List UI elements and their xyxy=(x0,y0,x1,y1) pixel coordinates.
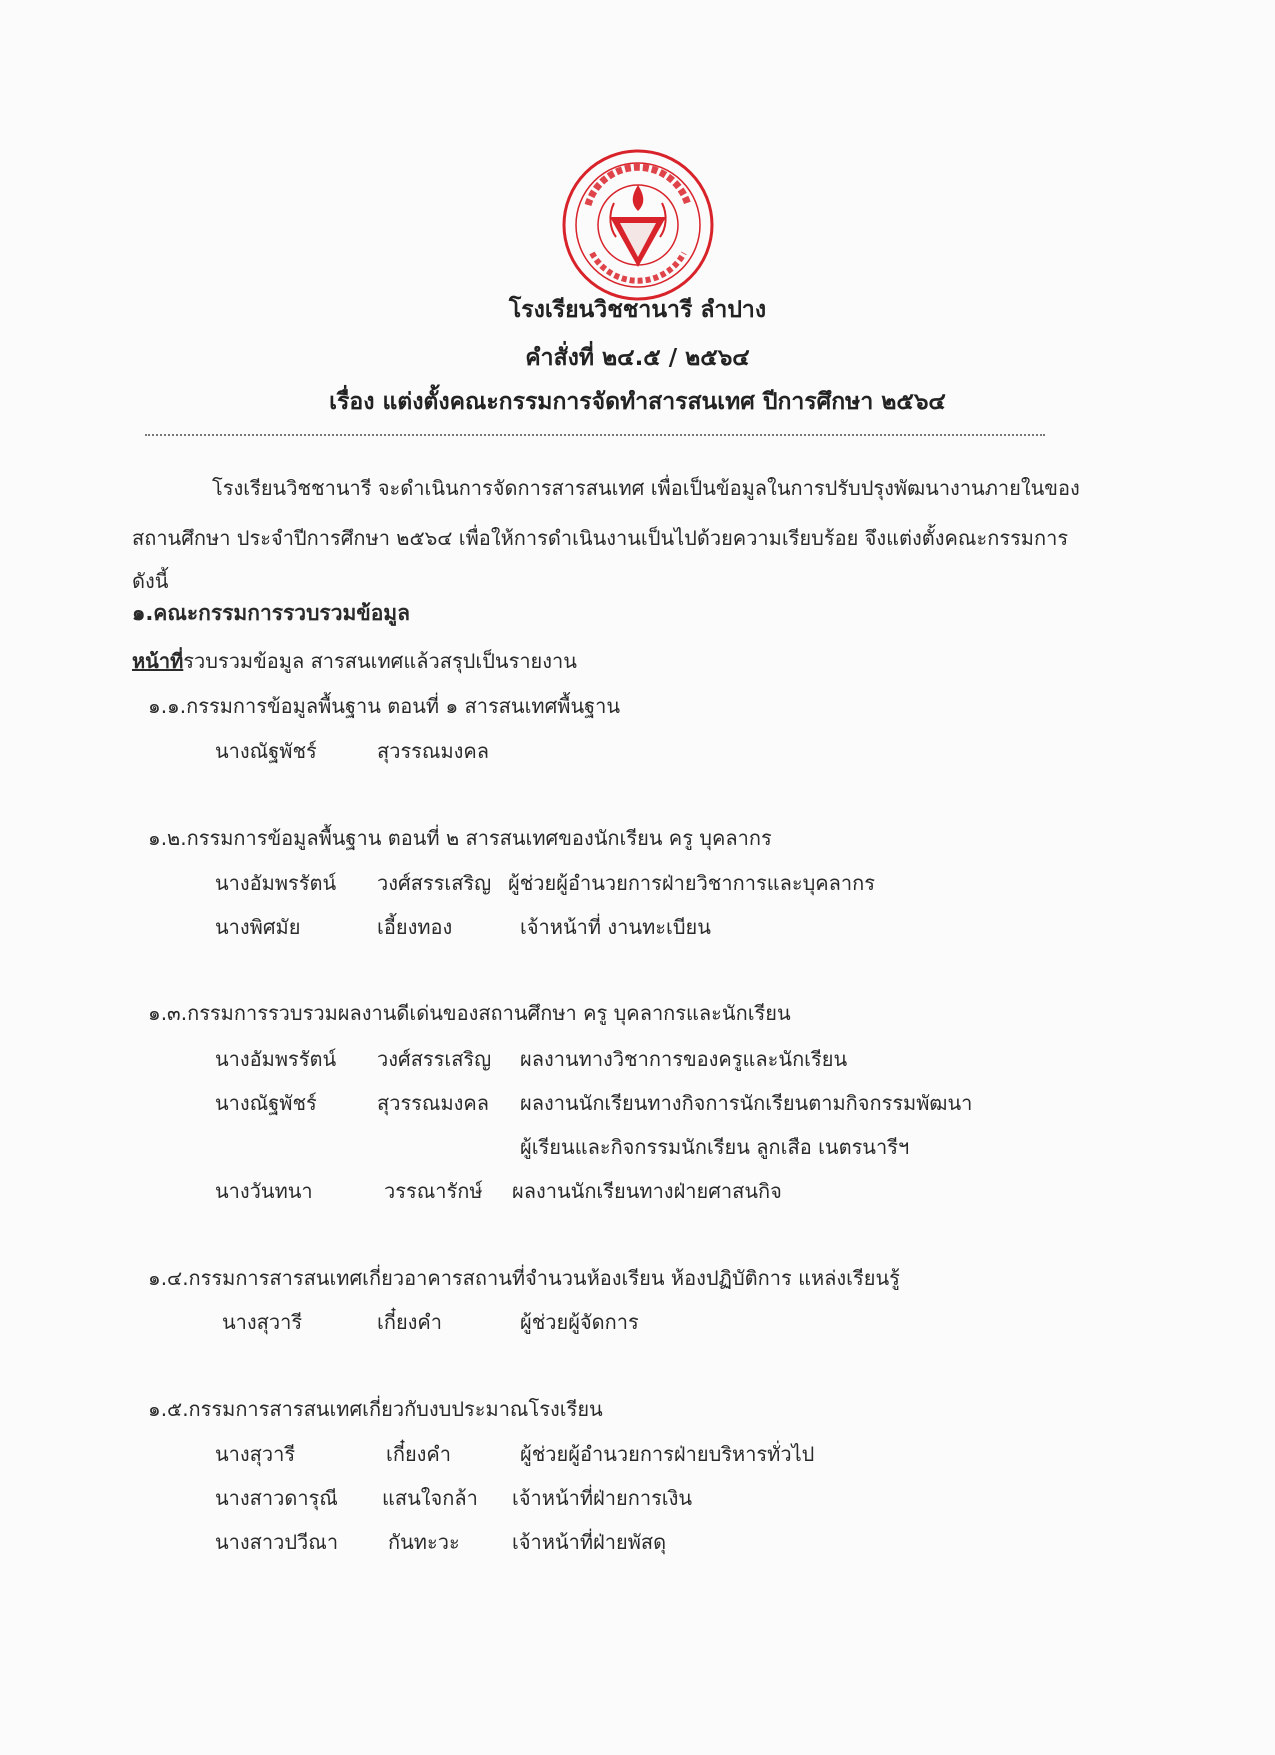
school-seal-logo xyxy=(558,145,718,305)
member-role-continued: ผู้เรียนและกิจกรรมนักเรียน ลูกเสือ เนตรนารีฯ xyxy=(520,1135,910,1159)
sub-1-3-title: ๑.๓.กรรมการรวบรวมผลงานดีเด่นของสถานศึกษา ครู บุคลากรและนักเรียน xyxy=(148,1001,791,1025)
intro-line-2: สถานศึกษา ประจำปีการศึกษา ๒๕๖๔ เพื่อให้การดำเนินงานเป็นไปด้วยความเรียบร้อย จึงแต่งตั้งคณะกรรมการ xyxy=(132,526,1069,550)
member-surname: เอี้ยงทอง xyxy=(377,915,453,939)
sub-1-2-title: ๑.๒.กรรมการข้อมูลพื้นฐาน ตอนที่ ๒ สารสนเทศของนักเรียน ครู บุคลากร xyxy=(148,826,772,850)
member-surname: กันทะวะ xyxy=(388,1530,460,1554)
duty-label: หน้าที่ xyxy=(132,649,184,673)
member-name: นางสุวารี xyxy=(215,1442,296,1466)
school-name-heading: โรงเรียนวิชชานารี ลำปาง xyxy=(508,297,767,323)
sub-1-1-title: ๑.๑.กรรมการข้อมูลพื้นฐาน ตอนที่ ๑ สารสนเทศพื้นฐาน xyxy=(148,694,621,718)
member-name: นางณัฐพัชร์ xyxy=(215,1091,317,1115)
member-surname: แสนใจกล้า xyxy=(382,1486,478,1510)
dotted-divider xyxy=(145,434,1045,436)
member-surname: เกี๋ยงคำ xyxy=(386,1442,452,1466)
member-name: นางณัฐพัชร์ xyxy=(215,739,317,763)
member-surname: เกี๋ยงคำ xyxy=(377,1310,443,1334)
member-role: เจ้าหน้าที่ฝ่ายการเงิน xyxy=(512,1486,693,1510)
member-name: นางวันทนา xyxy=(215,1179,313,1203)
member-role: ผลงานนักเรียนทางฝ่ายศาสนกิจ xyxy=(512,1179,782,1203)
member-role: ผู้ช่วยผู้อำนวยการฝ่ายวิชาการและบุคลากร xyxy=(508,871,875,895)
member-surname: สุวรรณมงคล xyxy=(377,739,490,763)
member-role: เจ้าหน้าที่ฝ่ายพัสดุ xyxy=(512,1530,667,1554)
member-role: เจ้าหน้าที่ งานทะเบียน xyxy=(520,915,711,939)
intro-line-1: โรงเรียนวิชชานารี จะดำเนินการจัดการสารสนเทศ เพื่อเป็นข้อมูลในการปรับปรุงพัฒนางานภายในของ xyxy=(212,476,1080,500)
member-surname: สุวรรณมงคล xyxy=(377,1091,490,1115)
order-number-heading: คำสั่งที่ ๒๔.๕ / ๒๕๖๔ xyxy=(525,345,750,371)
member-name: นางพิศมัย xyxy=(215,915,301,939)
member-role: ผู้ช่วยผู้อำนวยการฝ่ายบริหารทั่วไป xyxy=(520,1442,815,1466)
member-name: นางอัมพรรัตน์ xyxy=(215,871,337,895)
section-1-duty xyxy=(132,645,577,677)
sub-1-5-title: ๑.๕.กรรมการสารสนเทศเกี่ยวกับงบประมาณโรงเรียน xyxy=(148,1397,603,1421)
subject-heading: เรื่อง แต่งตั้งคณะกรรมการจัดทำสารสนเทศ ปีการศึกษา ๒๕๖๔ xyxy=(329,389,946,415)
intro-line-3: ดังนี้ xyxy=(132,569,169,593)
member-name: นางอัมพรรัตน์ xyxy=(215,1047,337,1071)
member-surname: วรรณารักษ์ xyxy=(384,1179,483,1203)
member-surname: วงศ์สรรเสริญ xyxy=(377,871,492,895)
member-name: นางสาวดารุณี xyxy=(215,1486,338,1510)
member-role: ผลงานทางวิชาการของครูและนักเรียน xyxy=(520,1047,848,1071)
member-surname: วงศ์สรรเสริญ xyxy=(377,1047,492,1071)
member-name: นางสุวารี xyxy=(222,1310,303,1334)
member-name: นางสาวปวีณา xyxy=(215,1530,339,1554)
member-role: ผู้ช่วยผู้จัดการ xyxy=(520,1310,639,1334)
duty-text: รวบรวมข้อมูล สารสนเทศแล้วสรุปเป็นรายงาน xyxy=(183,649,577,673)
sub-1-4-title: ๑.๔.กรรมการสารสนเทศเกี่ยวอาคารสถานที่จำนวนห้องเรียน ห้องปฏิบัติการ แหล่งเรียนรู้ xyxy=(148,1266,900,1290)
member-role: ผลงานนักเรียนทางกิจการนักเรียนตามกิจกรรมพัฒนา xyxy=(520,1091,973,1115)
section-1-title: ๑.คณะกรรมการรวบรวมข้อมูล xyxy=(132,601,411,625)
